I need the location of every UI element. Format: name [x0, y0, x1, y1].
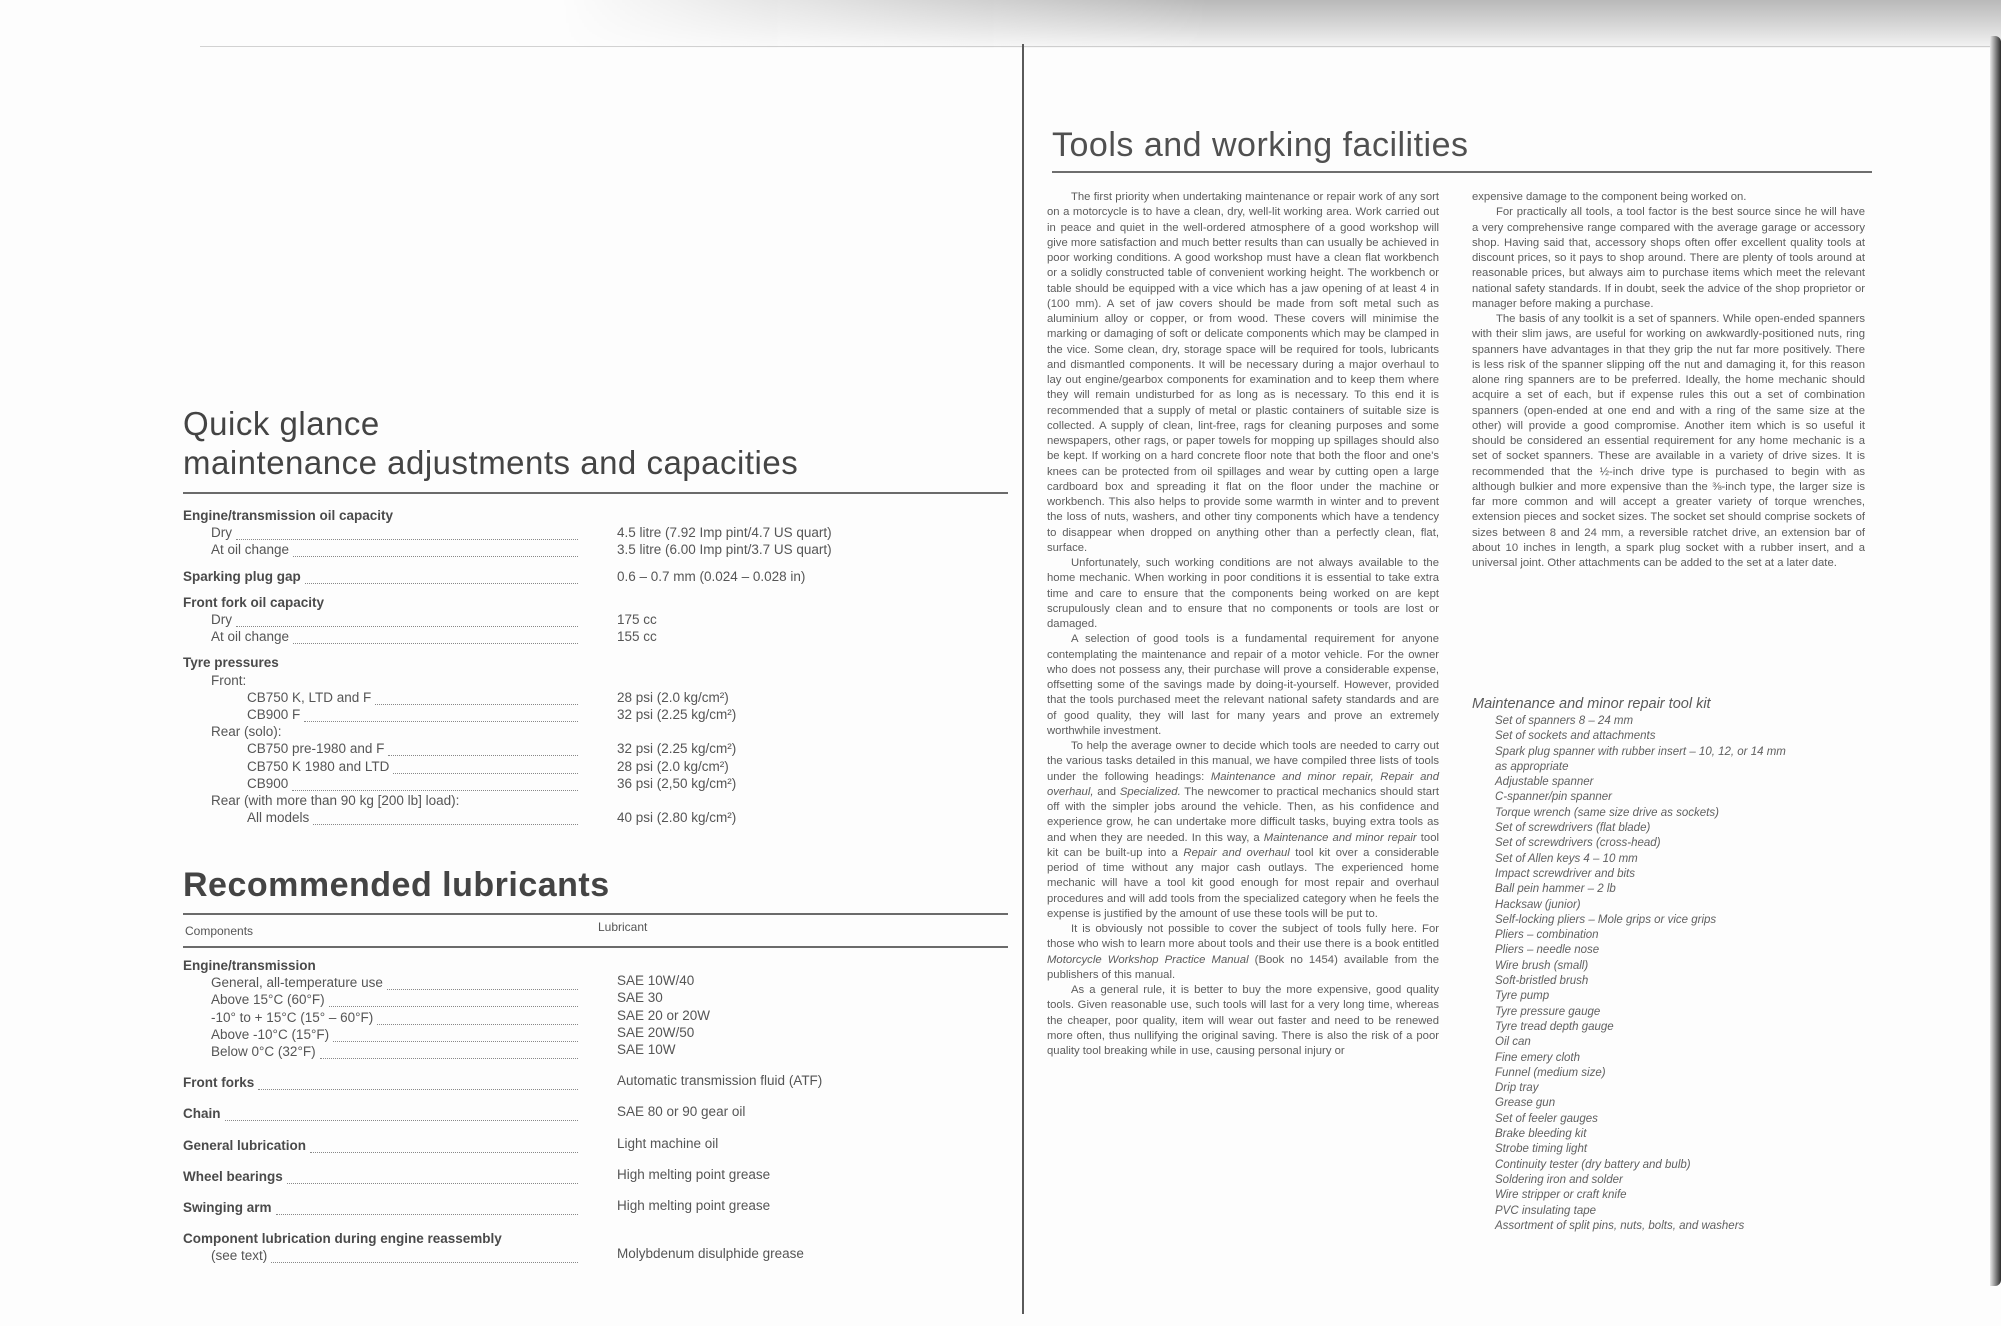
tool-kit-item: Oil can — [1495, 1036, 1531, 1049]
paragraph — [1047, 739, 1439, 922]
paragraph: A selection of good tools is a fundamental requirement for anyone contemplating the maintenance and repair of a motor vehicle. For the owner who does not possess any, their purchase will prove a considerable expense, offsetting some of the savings made by doing-it-yourself. However, provided that the tools purchased meet the relevant national safety standards and are of good quality, they will last for many years and prove an extremely worthwhile investment. — [1047, 633, 1439, 737]
tool-kit-item: Set of sockets and attachments — [1495, 730, 1656, 743]
row-value: SAE 80 or 90 gear oil — [617, 1104, 746, 1120]
italic-text: Repair and overhaul — [1183, 846, 1290, 859]
specs-table — [183, 508, 903, 848]
text: It is obviously not possible to cover the subject of tools fully here. For those who wish to learn more about tools and their use there is a book entitled — [1047, 923, 1439, 951]
row-label: Above -10°C (15°F) — [211, 1026, 330, 1042]
tool-kit-title: Maintenance and minor repair tool kit — [1472, 696, 1711, 712]
row-value: 32 psi (2.25 kg/cm²) — [617, 707, 737, 722]
tool-kit-item: Impact screwdriver and bits — [1495, 867, 1635, 880]
row-label: All models — [247, 810, 310, 826]
row-label: Above 15°C (60°F) — [211, 992, 325, 1008]
tool-kit-item: Drip tray — [1495, 1082, 1539, 1095]
tool-kit-item: Tyre pump — [1495, 990, 1550, 1003]
text: To help the average owner to decide which tools are needed to carry out the various tasks detailed in this manual, we have compiled three lists of tools under the following headings: — [1047, 740, 1439, 783]
row-label: Dry — [211, 525, 232, 541]
row-value: SAE 30 — [617, 990, 663, 1006]
dot-leader — [313, 824, 578, 825]
body-column-2 — [1472, 190, 1865, 571]
row-label: CB750 K 1980 and LTD — [247, 758, 390, 774]
dot-leader — [258, 1089, 578, 1090]
paragraph: For practically all tools, a tool factor is the best source since he will have a very comprehensive range compared with the average garage or accessory shop. Having said that, accessory shops often offer excellent quality tools at discount prices, so it pays to shop around. There are plenty of tools around at reasonable prices, but always aim to purchase items which meet the relevant national safety standards. If in doubt, seek the advice of the shop proprietor or manager before making a purchase. — [1472, 206, 1865, 310]
row-label: At oil change — [211, 542, 290, 558]
tool-kit-item: Set of spanners 8 – 24 mm — [1495, 715, 1634, 727]
section-label: Swinging arm — [183, 1200, 272, 1215]
tool-kit-item: C-spanner/pin spanner — [1495, 791, 1612, 804]
row-label: Rear (solo): — [211, 724, 282, 740]
dot-leader — [388, 755, 578, 756]
tool-kit-item: Torque wrench (same size drive as sockets) — [1495, 806, 1719, 819]
row-value: 28 psi (2.0 kg/cm²) — [617, 689, 729, 705]
page-shadow — [560, 0, 2001, 48]
dot-leader — [333, 1041, 578, 1042]
section-label: Chain — [183, 1106, 221, 1122]
section-label: Engine/transmission oil capacity — [183, 508, 394, 523]
tool-kit-item: Assortment of split pins, nuts, bolts, and washers — [1495, 1219, 1745, 1232]
row-value: 40 psi (2.80 kg/cm²) — [617, 810, 737, 826]
dot-leader — [310, 1152, 578, 1153]
row-label: CB900 — [247, 775, 289, 791]
tool-kit-item: Tyre tread depth gauge — [1495, 1020, 1614, 1033]
row-label: At oil change — [211, 629, 290, 645]
row-value: 175 cc — [617, 612, 657, 627]
lubricants-rule-top — [183, 913, 1008, 915]
tool-kit-item: Soft-bristled brush — [1495, 975, 1589, 988]
row-value: 3.5 litre (6.00 Imp pint/3.7 US quart) — [617, 542, 832, 558]
row-label: CB900 F — [247, 707, 301, 722]
row-label: Dry — [211, 612, 232, 627]
row-value: 4.5 litre (7.92 Imp pint/4.7 US quart) — [617, 525, 832, 541]
dot-leader — [320, 1058, 578, 1059]
row-value: High melting point grease — [617, 1198, 771, 1213]
tool-kit-item: Tyre pressure gauge — [1495, 1005, 1601, 1018]
tool-kit-item: Spark plug spanner with rubber insert – 10, 12, or 14 mm — [1495, 745, 1786, 758]
dot-leader — [304, 721, 578, 722]
col-header-components: Components — [185, 924, 254, 938]
row-value: SAE 20W/50 — [617, 1024, 695, 1040]
lubricants-table — [183, 958, 903, 1278]
row-value: 28 psi (2.0 kg/cm²) — [617, 758, 729, 774]
paragraph — [1047, 922, 1439, 983]
tools-page-title: Tools and working facilities — [1052, 126, 1469, 164]
row-value: SAE 10W/40 — [617, 973, 695, 989]
row-label: Rear (with more than 90 kg [200 lb] load): — [211, 793, 460, 808]
italic-text: Maintenance and minor repair — [1263, 831, 1417, 844]
row-label: CB750 pre-1980 and F — [247, 741, 385, 757]
dot-leader — [387, 989, 578, 990]
row-value: 36 psi (2,50 kg/cm²) — [617, 775, 737, 791]
row-value: SAE 10W — [617, 1042, 676, 1057]
tool-kit-item: Soldering iron and solder — [1495, 1173, 1623, 1186]
row-value: 32 psi (2.25 kg/cm²) — [617, 741, 737, 757]
dot-leader — [375, 704, 578, 705]
tool-kit-item: Funnel (medium size) — [1495, 1066, 1606, 1079]
section-label: Front fork oil capacity — [183, 594, 325, 610]
tool-kit-list — [1495, 714, 1786, 1234]
quick-glance-title-line2: maintenance adjustments and capacities — [183, 444, 799, 481]
tool-kit-item: Hacksaw (junior) — [1495, 898, 1581, 911]
row-label: -10° to + 15°C (15° – 60°F) — [211, 1009, 374, 1025]
dot-leader — [236, 626, 578, 627]
paragraph: The basis of any toolkit is a set of spanners. While open-ended spanners with their slim jaws, are useful for working on awkwardly-positioned nuts, ring spanners have advantages in that they grip the nut far more positively. There is less risk of the spanner slipping off the nut and damaging it, for this reason alone ring spanners are to be preferred. Ideally, the home mechanic should acquire a set of each, but if expense rules this out a set of combination spanners (open-ended at one end and with a ring of the same size at the other) will provide a good compromise. Another item which is so useful it should be considered an essential requirement for any home mechanic is a set of socket spanners. These are available in a variety of drive sizes. It is recommended that the ½-inch drive type is purchased to begin with as although bulkier and more expensive than the ⅜-inch type, the larger size is far more common and will accept a greater variety of torque wrenches, extension pieces and socket sizes. The socket set should comprise sockets of sizes between 8 and 24 mm, a reversible ratchet drive, an extension bar of about 10 inches in length, a spark plug socket with a rubber insert, and a universal joint. Other attachments can be added to the set at a later date. — [1472, 313, 1865, 569]
dot-leader — [271, 1262, 578, 1263]
dot-leader — [329, 1006, 578, 1007]
tool-kit-item: Set of screwdrivers (cross-head) — [1495, 837, 1661, 850]
tool-kit-item: Fine emery cloth — [1495, 1051, 1581, 1064]
paragraph: Unfortunately, such working conditions are not always available to the home mechanic. When working in poor conditions it is essential to take extra time and care to ensure that the components being worked on are kept scrupulously clean and to ensure that no components or tools are lost or damaged. — [1047, 557, 1439, 630]
dot-leader — [225, 1120, 578, 1121]
row-label: Front: — [211, 672, 247, 688]
row-value: High melting point grease — [617, 1166, 771, 1182]
tool-kit-item: Adjustable spanner — [1495, 776, 1594, 789]
tool-kit-item: Wire stripper or craft knife — [1495, 1189, 1627, 1202]
tool-kit-item: PVC insulating tape — [1495, 1204, 1597, 1217]
tool-kit-item: Wire brush (small) — [1495, 959, 1589, 972]
row-label: CB750 K, LTD and F — [247, 689, 372, 705]
tool-kit-item: Strobe timing light — [1495, 1143, 1588, 1156]
tool-kit-item: Set of feeler gauges — [1495, 1112, 1598, 1125]
section-label: Engine/transmission — [183, 958, 316, 973]
text: and — [1093, 785, 1120, 798]
tool-kit-item: Self-locking pliers – Mole grips or vice grips — [1495, 913, 1717, 926]
paragraph: As a general rule, it is better to buy the more expensive, good quality tools. Given reasonable use, such tools will last for a very long time, whereas the cheaper, poor quality, item will wear out faster and need to be renewed more often, thus nullifying the original saving. There is also the risk of a poor quality tool breaking while in use, causing personal injury or — [1047, 984, 1439, 1057]
tool-kit-item: Brake bleeding kit — [1495, 1128, 1587, 1141]
page-right-edge — [1990, 36, 2001, 1286]
dot-leader — [305, 583, 578, 584]
dot-leader — [236, 539, 578, 540]
tool-kit-item: Continuity tester (dry battery and bulb) — [1495, 1158, 1691, 1171]
text: tool kit over a considerable period of time without any major cash outlays. The experienced home mechanic will have a tool kit good enough for most repair and overhaul procedures and will add tools from the specialized category when he feels the expense is justified by the amount of use these tools will be put to. — [1047, 846, 1439, 920]
section-label: Sparking plug gap — [183, 568, 301, 584]
col-header-lubricant: Lubricant — [598, 920, 648, 934]
book-gutter — [1022, 44, 1024, 1314]
quick-glance-title-line1: Quick glance — [183, 405, 380, 442]
lubricants-rule-bottom — [183, 946, 1008, 948]
row-value: Automatic transmission fluid (ATF) — [617, 1073, 823, 1089]
row-value: Light machine oil — [617, 1135, 719, 1151]
tool-kit-item: Set of screwdrivers (flat blade) — [1495, 822, 1651, 835]
tool-kit-item: Pliers – needle nose — [1495, 944, 1600, 957]
section-label: General lubrication — [183, 1137, 307, 1153]
row-value: Molybdenum disulphide grease — [617, 1246, 804, 1262]
dot-leader — [393, 773, 578, 774]
tool-kit-item: Set of Allen keys 4 – 10 mm — [1495, 852, 1638, 865]
dot-leader — [276, 1214, 578, 1215]
quick-glance-heading — [183, 404, 1008, 494]
text: (Book no 1454) available from the publishers of this manual. — [1047, 953, 1439, 981]
text: The newcomer to practical mechanics should start off with the simpler jobs around the vehicle. Then, as his confidence and experience grow, he can undertake more difficult tasks, buying extra tools as and when they are needed. In this way, a — [1047, 785, 1439, 844]
dot-leader — [377, 1024, 578, 1025]
dot-leader — [293, 643, 578, 644]
row-label: (see text) — [211, 1248, 268, 1264]
dot-leader — [287, 1183, 578, 1184]
row-label: Below 0°C (32°F) — [211, 1044, 316, 1059]
row-value: 155 cc — [617, 629, 657, 645]
tool-kit-item: Pliers – combination — [1495, 929, 1599, 942]
title-rule — [183, 492, 1008, 494]
row-label: General, all-temperature use — [211, 975, 383, 991]
paragraph: The first priority when undertaking maintenance or repair work of any sort on a motorcycle is to have a clean, dry, well-lit working area. Work carried out in peace and quiet in the well-ordered atmosphere of a good workshop will give more satisfaction and much better results than can usually be achieved in poor working conditions. A good workshop must have a clean flat workbench or a solidly constructed table of convenient working height. The workbench or table should be equipped with a vice which has a jaw opening of at least 4 in (100 mm). A set of jaw covers should be made from soft metal such as aluminium alloy or copper, or from wood. These covers will minimise the marking or damaging of soft or delicate components which may be clamped in the vice. Some clean, dry, storage space will be required for tools, lubricants and dismantled components. It will be necessary during a major overhaul to lay out engine/gearbox components for examination and to keep them where they will remain undisturbed for as long as is necessary. To this end it is recommended that a supply of metal or plastic containers of suitable size is collected. A supply of clean, lint-free, rags for cleaning purposes and some newspapers, other rags, or paper towels for mopping up spillages should also be kept. If working on a hard concrete floor note that both the floor and one's knees can be protected from oil spillages and wear by cutting open a large cardboard box and spreading it flat on the floor under the machine or workbench. This also helps to provide some warmth in winter and to prevent the loss of nuts, washers, and other tiny components which have a tendency to disappear when dropped on anything other than a perfectly clean, flat, surface. — [1047, 191, 1439, 554]
tool-kit-item: Grease gun — [1495, 1097, 1556, 1110]
body-column-1 — [1047, 190, 1439, 1059]
lubricants-title: Recommended lubricants — [183, 866, 610, 904]
page-top-edge — [200, 46, 1990, 47]
italic-text: Specialized. — [1119, 785, 1181, 798]
italic-text: Maintenance and minor repair, Repair and overhaul, — [1047, 770, 1439, 798]
section-label: Wheel bearings — [183, 1168, 283, 1184]
section-label: Tyre pressures — [183, 655, 279, 671]
dot-leader — [293, 556, 578, 557]
row-value: SAE 20 or 20W — [617, 1007, 711, 1023]
section-label: Front forks — [183, 1075, 255, 1091]
paragraph: expensive damage to the component being worked on. — [1472, 191, 1747, 203]
italic-text: Motorcycle Workshop Practice Manual — [1047, 953, 1249, 966]
row-value: 0.6 – 0.7 mm (0.024 – 0.028 in) — [617, 568, 806, 584]
tool-kit-item: as appropriate — [1495, 760, 1569, 773]
tool-kit-item: Ball pein hammer – 2 lb — [1495, 883, 1616, 896]
tools-title-rule — [1052, 171, 1872, 173]
dot-leader — [292, 790, 578, 791]
text: tool kit can be built-up into a — [1047, 831, 1439, 859]
section-label: Component lubrication during engine reassembly — [183, 1231, 502, 1247]
